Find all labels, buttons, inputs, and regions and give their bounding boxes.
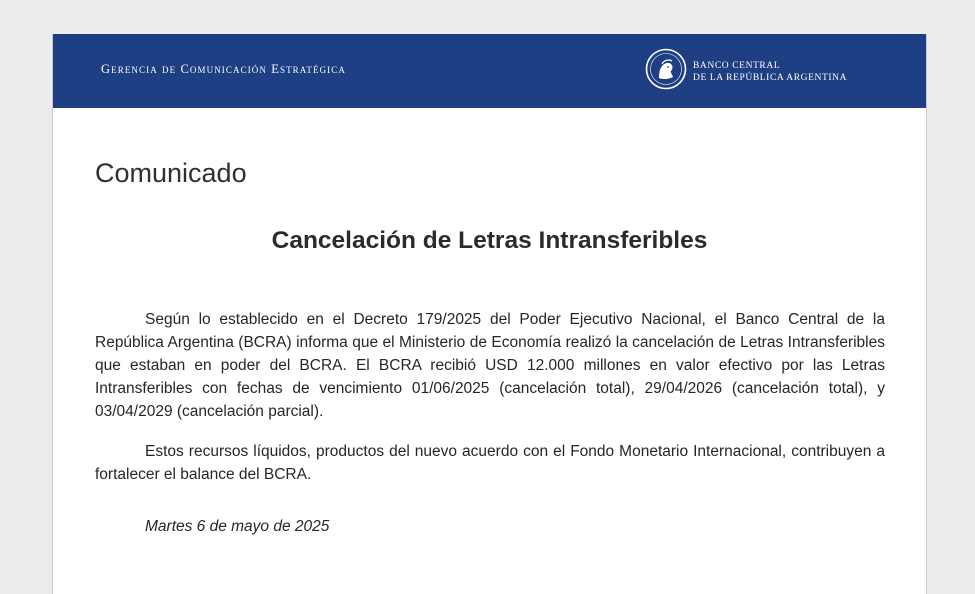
body-paragraph-1: Según lo establecido en el Decreto 179/2025 del Poder Ejecutivo Nacional, el Banco Central de la República Argentina (BCRA) informa que el Ministerio de Economía realizó la cancelación de Letras Intransferibles que estaban en poder del BCRA. El BCRA recibió USD 12.000 millones en valor efectivo por las Letras Intransferibles con fechas de vencimiento 01/06/2025 (cancelación total), 29/04/2026 (cancelación total), y 03/04/2029 (cancelación parcial). bbox=[95, 311, 885, 420]
bcra-seal-icon bbox=[645, 48, 687, 90]
document-kind: Comunicado bbox=[95, 158, 247, 188]
body-paragraph-2: Estos recursos líquidos, productos del nuevo acuerdo con el Fondo Monetario Internacional, contribuyen a fortalecer el balance del BCRA. bbox=[95, 443, 885, 483]
document-title: Cancelación de Letras Intransferibles bbox=[271, 227, 708, 254]
department-name: Gerencia de Comunicación Estratégica bbox=[101, 62, 346, 76]
bank-name bbox=[693, 60, 847, 84]
bank-name-line1: BANCO CENTRAL bbox=[693, 61, 781, 71]
letterhead-bar bbox=[53, 34, 926, 108]
document-date: Martes 6 de mayo de 2025 bbox=[145, 518, 330, 535]
bank-name-line2: DE LA REPÚBLICA ARGENTINA bbox=[693, 73, 848, 83]
document-page bbox=[52, 34, 927, 594]
